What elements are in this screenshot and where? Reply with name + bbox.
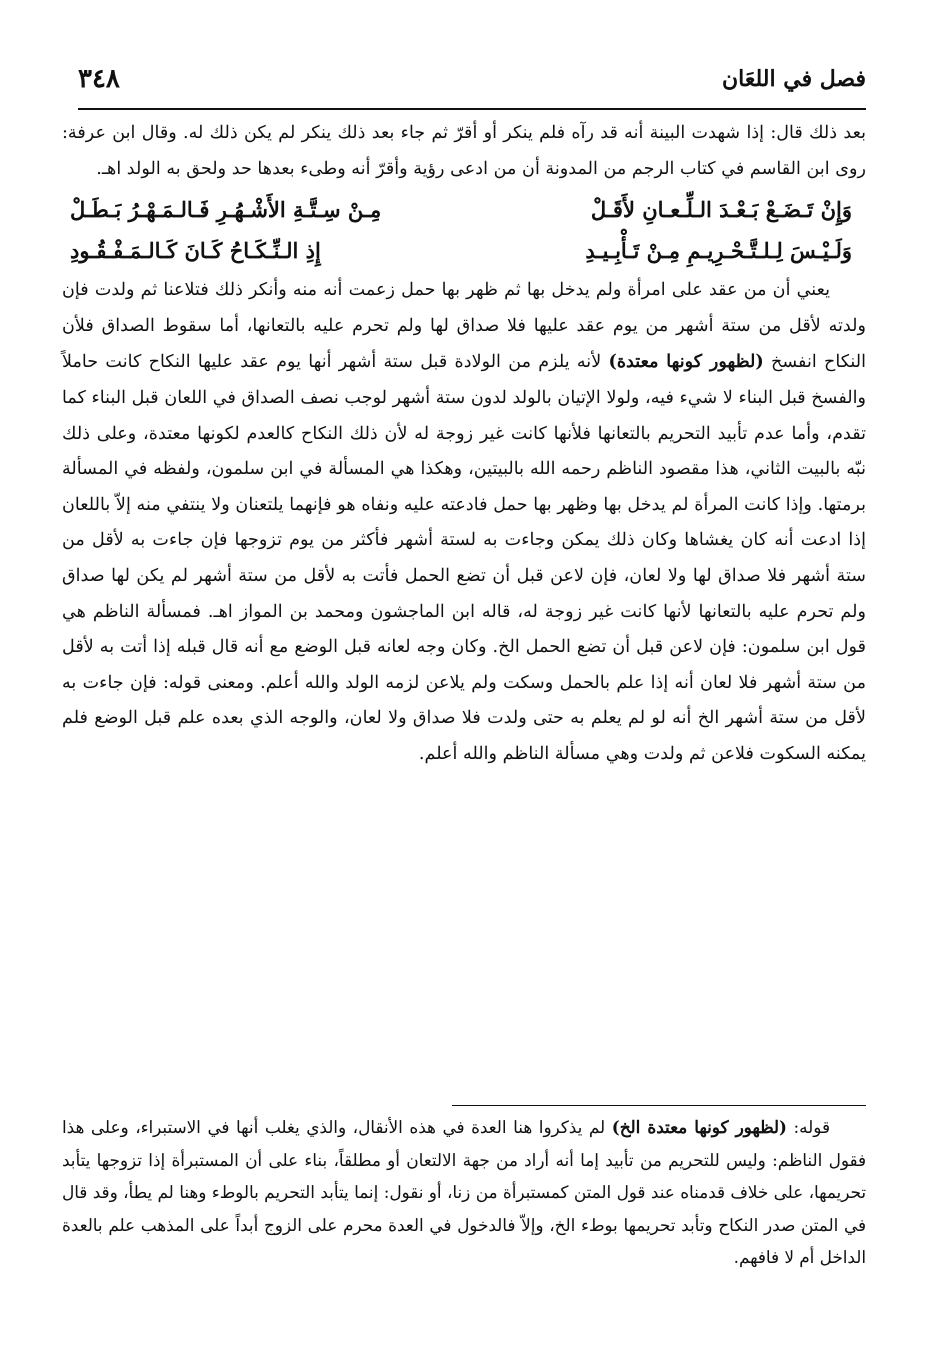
commentary-text-part1: يعني أن من عقد على امرأة ولم يدخل بها ثم ظهر بها حمل زعمت أنه منه وأنكر ذلك فتلاعنا ثم ولدت فإن ولدته لأقل من ستة أشهر من يوم عقد عليها فلا صداق لها ولم تحرم عليه بالتعانها، أما سقوط الصداق فلأن النكاح انفسخ	[62, 280, 866, 373]
verse-1-second-hemistich: مِـنْ سِـتَّـةِ الأَشْـهُـرِ فَـالـمَـهْـرُ بَـطَـلْ	[70, 197, 382, 223]
paragraph-commentary	[62, 273, 866, 772]
paragraph-intro: بعد ذلك قال: إذا شهدت البينة أنه قد رآه فلم ينكر أو أقرّ ثم جاء بعد ذلك ينكر لم يكن ذلك له. وقال ابن عرفة: روى ابن القاسم في كتاب الرجم من المدونة أن من ادعى رؤية وأقرّ أنه وطىء بعدها حد ولحق به الولد اهـ.	[62, 123, 866, 179]
footnote-divider	[452, 1105, 866, 1106]
footnote-text: لم يذكروا هنا العدة في هذه الأنقال، والذي يغلب أنها في الاستبراء، وعلى هذا فقول الناظم: وليس للتحريم من تأبيد إما أنه أراد من جهة الالتعان أو مطلقاً، بناء على أن المستبرأة إذا تزوجها يتأبد تحريمها، على خلاف قدمناه عند قول المتن كمستبرأة من زنا، أو نقول: إنما يتأبد التحريم بالوطء وهنا لم يطأ، وقد قال في المتن صدر النكاح وتأبد تحريمها بوطء الخ، وإلاّ فالدخول في العدة محرم على الزوج أبداً على المذهب علم بالعدة الداخل أم لا فافهم.	[62, 1117, 866, 1268]
running-title: فصل في اللعَان	[722, 66, 866, 92]
footnote-paragraph	[62, 1111, 866, 1274]
verse-1-first-hemistich: وَإِنْ تَـضَـعْ بَـعْـدَ الـلِّـعـانِ لأَقَـلْ	[590, 197, 852, 223]
verse-2-first-hemistich: وَلَـيْـسَ لِـلـتَّـحْـرِيـمِ مِـنْ تَـأْبِـيـدِ	[585, 238, 852, 264]
header-divider	[78, 108, 866, 110]
page-header	[78, 62, 866, 108]
commentary-bold-phrase: (لظهور كونها معتدة)	[608, 351, 764, 373]
footnote-bold-phrase: (لظهور كونها معتدة الخ)	[611, 1117, 787, 1137]
verse-2-second-hemistich: إِذِ الـنِّـكَـاحُ كَـانَ كَـالـمَـفْـقُـودِ	[70, 238, 321, 264]
main-text	[62, 116, 866, 773]
verse-line-2	[62, 230, 866, 271]
verse-line-1	[62, 189, 866, 230]
footnote-lead: قوله:	[793, 1117, 830, 1137]
footnotes	[62, 1111, 866, 1274]
verse-block	[62, 189, 866, 271]
commentary-text-part2: لأنه يلزم من الولادة قبل ستة أشهر أنها يوم عقد عليها النكاح كانت حاملاً والفسخ قبل البناء لا شيء فيه، ولولا الإتيان بالولد لدون ستة أشهر لوجب نصف الصداق في اللعان قبل البناء كما تقدم، وأما عدم تأبيد التحريم بالتعانها فلأنها كانت غير زوجة له لأن ذلك النكاح كالعدم لكونها معتدة، وعلى ذلك نبّه بالبيت الثاني، هذا مقصود الناظم رحمه الله بالبيتين، وهكذا هي المسألة في ابن سلمون، ولفظه في المسألة برمتها. وإذا كانت المرأة لم يدخل بها وظهر بها حمل فادعته عليه ونفاه هو فإنهما يلتعنان ولا ينتفي منه إلاّ باللعان إذا ادعت أنه كان يغشاها وكان ذلك يمكن وجاءت به لستة أشهر فأكثر من يوم تزوجها فإن جاءت به لأقل من ستة أشهر فلا صداق لها ولا لعان، فإن لاعن قبل أن تضع الحمل فأتت به لأقل من ستة أشهر لم يكن لها صداق ولم تحرم عليه بالتعانها لأنها كانت غير زوجة له، قاله ابن الماجشون ومحمد بن المواز اهـ. فمسألة الناظم هي قول ابن سلمون: فإن لاعن قبل أن تضع الحمل الخ. وكان وجه لعانه قبل الوضع مع أنه قال قبله إذا أتت به لأقل من ستة أشهر فلا لعان أنه إذا علم بالحمل وسكت ولم يلاعن لزمه الولد والله أعلم. ومعنى قوله: فإن جاءت به لأقل من ستة أشهر الخ أنه لو لم يعلم به حتى ولدت فلا صداق ولا لعان، والوجه الذي بعده علم قبل الوضع فلم يمكنه السكوت فلاعن ثم ولدت وهي مسألة الناظم والله أعلم.	[62, 352, 867, 764]
page-number: ٣٤٨	[78, 64, 120, 94]
